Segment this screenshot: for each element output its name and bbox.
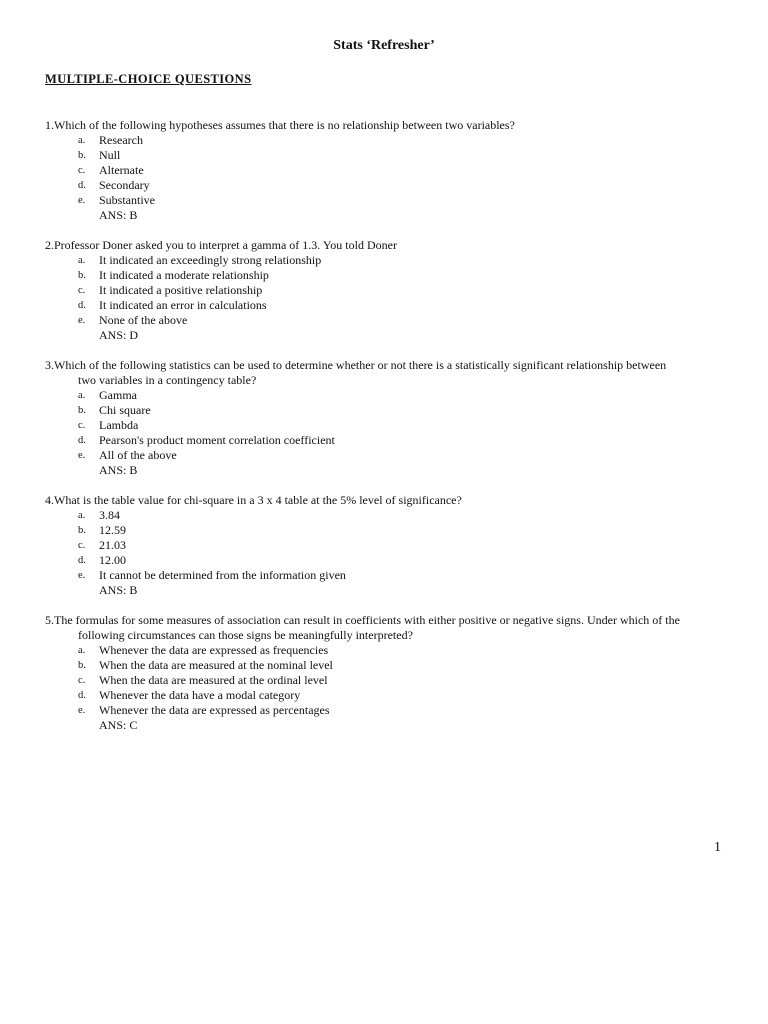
option-text: Null — [99, 148, 121, 162]
question-stem — [45, 493, 725, 508]
option-text: Whenever the data are expressed as frequencies — [99, 643, 329, 657]
question-number: 5. — [45, 613, 54, 627]
question-text-continued: following circumstances can those signs be meaningfully interpreted? — [78, 628, 413, 642]
answer-key: ANS: C — [99, 718, 138, 732]
option-text: All of the above — [99, 448, 177, 462]
question-text: The formulas for some measures of association can result in coefficients with either positive or negative signs. Under which of the — [54, 613, 680, 627]
option-e — [45, 313, 725, 328]
question-stem — [45, 118, 725, 133]
option-text: Lambda — [99, 418, 139, 432]
option-letter: c. — [78, 285, 86, 296]
question-text-continued: two variables in a contingency table? — [78, 373, 257, 387]
option-letter: d. — [78, 435, 86, 446]
option-a — [45, 388, 725, 403]
option-text: None of the above — [99, 313, 188, 327]
option-a — [45, 643, 725, 658]
answer-key: ANS: B — [99, 583, 138, 597]
option-text: Whenever the data have a modal category — [99, 688, 301, 702]
option-d — [45, 553, 725, 568]
option-text: It indicated an error in calculations — [99, 298, 267, 312]
option-text: It indicated an exceedingly strong relationship — [99, 253, 322, 267]
option-c — [45, 163, 725, 178]
question-stem — [45, 613, 725, 628]
option-list — [45, 133, 725, 208]
option-list — [45, 388, 725, 463]
option-text: When the data are measured at the nominal level — [99, 658, 333, 672]
option-c — [45, 418, 725, 433]
option-text: Chi square — [99, 403, 151, 417]
question-text: What is the table value for chi-square in a 3 x 4 table at the 5% level of significance? — [54, 493, 462, 507]
option-e — [45, 568, 725, 583]
option-d — [45, 298, 725, 313]
answer-key: ANS: B — [99, 208, 138, 222]
option-d — [45, 688, 725, 703]
option-text: Research — [99, 133, 143, 147]
option-text: It indicated a moderate relationship — [99, 268, 269, 282]
option-letter: c. — [78, 420, 86, 431]
option-c — [45, 673, 725, 688]
option-d — [45, 178, 725, 193]
option-text: Secondary — [99, 178, 150, 192]
option-d — [45, 433, 725, 448]
question-4 — [45, 493, 725, 598]
option-letter: e. — [78, 705, 86, 716]
question-list — [45, 118, 725, 748]
option-b — [45, 658, 725, 673]
option-a — [45, 253, 725, 268]
question-5 — [45, 613, 725, 733]
page-title: Stats ‘Refresher’ — [333, 38, 435, 53]
option-letter: a. — [78, 255, 86, 266]
option-letter: a. — [78, 645, 86, 656]
option-letter: e. — [78, 450, 86, 461]
option-text: 3.84 — [99, 508, 120, 522]
option-text: Pearson's product moment correlation coefficient — [99, 433, 335, 447]
option-letter: c. — [78, 675, 86, 686]
option-c — [45, 283, 725, 298]
option-b — [45, 403, 725, 418]
option-text: 21.03 — [99, 538, 126, 552]
option-text: When the data are measured at the ordinal level — [99, 673, 328, 687]
option-letter: e. — [78, 315, 86, 326]
answer-key: ANS: D — [99, 328, 139, 342]
option-text: 12.59 — [99, 523, 126, 537]
option-text: It indicated a positive relationship — [99, 283, 263, 297]
option-letter: d. — [78, 555, 86, 566]
option-b — [45, 523, 725, 538]
option-text: Substantive — [99, 193, 155, 207]
option-e — [45, 193, 725, 208]
question-stem — [45, 238, 725, 253]
option-a — [45, 133, 725, 148]
option-a — [45, 508, 725, 523]
option-text: 12.00 — [99, 553, 126, 567]
option-letter: a. — [78, 390, 86, 401]
question-number: 1. — [45, 118, 54, 132]
option-letter: d. — [78, 300, 86, 311]
answer-key: ANS: B — [99, 463, 138, 477]
question-number: 4. — [45, 493, 54, 507]
question-2 — [45, 238, 725, 343]
option-letter: b. — [78, 405, 86, 416]
option-list — [45, 253, 725, 328]
option-text: Alternate — [99, 163, 144, 177]
option-letter: d. — [78, 180, 86, 191]
option-b — [45, 268, 725, 283]
question-stem — [45, 358, 725, 373]
option-c — [45, 538, 725, 553]
option-letter: e. — [78, 195, 86, 206]
question-text: Professor Doner asked you to interpret a gamma of 1.3. You told Doner — [54, 238, 397, 252]
option-letter: d. — [78, 690, 86, 701]
option-e — [45, 448, 725, 463]
section-heading: MULTIPLE-CHOICE QUESTIONS — [45, 72, 252, 86]
option-letter: b. — [78, 150, 86, 161]
option-list — [45, 508, 725, 583]
question-number: 2. — [45, 238, 54, 252]
option-letter: a. — [78, 135, 86, 146]
option-letter: a. — [78, 510, 86, 521]
question-3 — [45, 358, 725, 478]
option-letter: b. — [78, 660, 86, 671]
option-letter: c. — [78, 540, 86, 551]
option-b — [45, 148, 725, 163]
option-list — [45, 643, 725, 718]
option-letter: b. — [78, 525, 86, 536]
option-text: It cannot be determined from the information given — [99, 568, 346, 582]
option-e — [45, 703, 725, 718]
question-number: 3. — [45, 358, 54, 372]
question-text: Which of the following statistics can be used to determine whether or not there is a statistically significant relationship between — [54, 358, 667, 372]
question-text: Which of the following hypotheses assumes that there is no relationship between two variables? — [54, 118, 515, 132]
option-letter: e. — [78, 570, 86, 581]
option-text: Whenever the data are expressed as percentages — [99, 703, 330, 717]
page-number: 1 — [714, 840, 721, 855]
question-1 — [45, 118, 725, 223]
option-text: Gamma — [99, 388, 137, 402]
option-letter: c. — [78, 165, 86, 176]
option-letter: b. — [78, 270, 86, 281]
